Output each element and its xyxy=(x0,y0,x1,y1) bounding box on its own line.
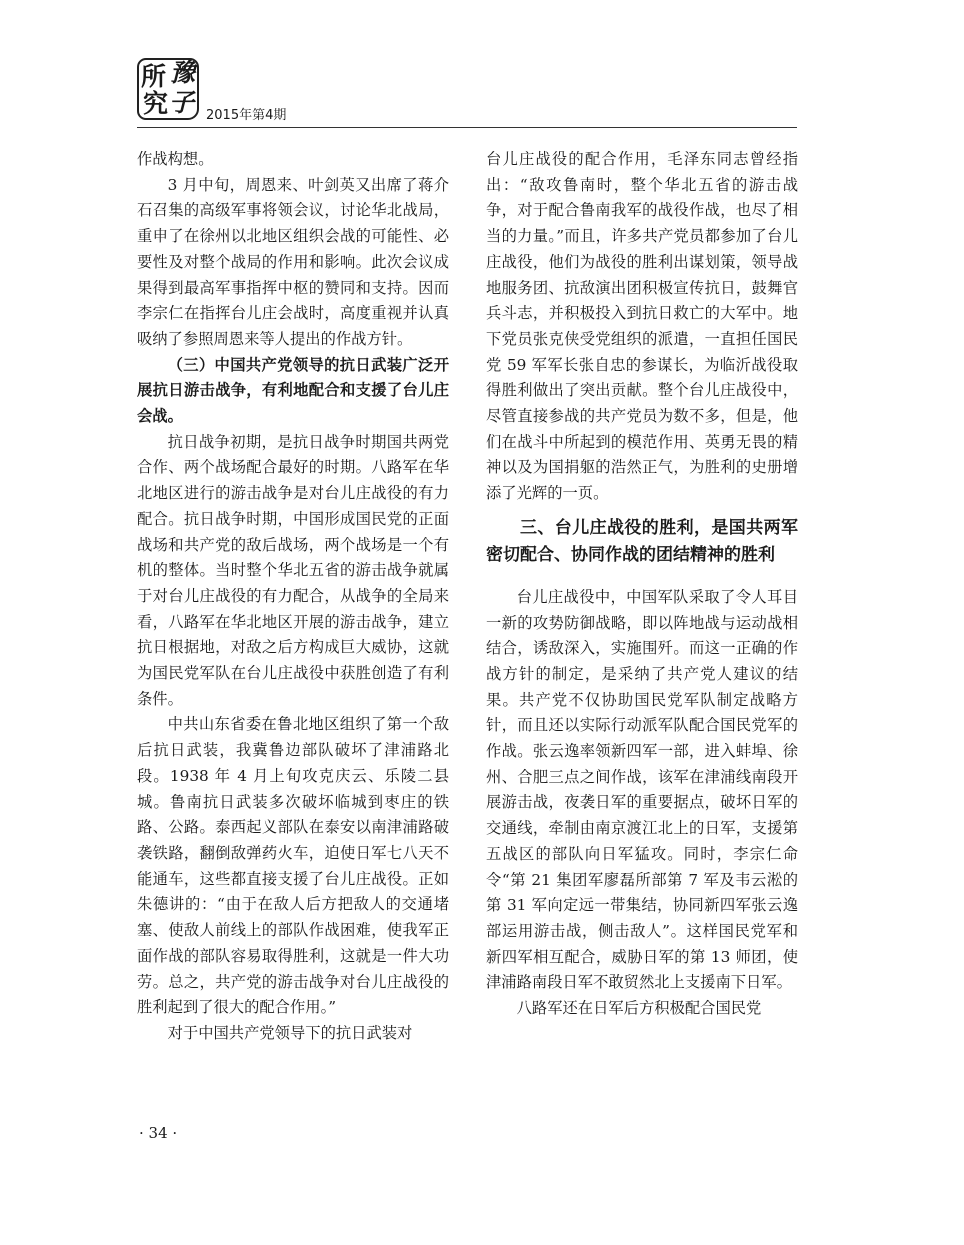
left-column xyxy=(137,147,449,1047)
paragraph: 台儿庄战役中，中国军队采取了令人耳目一新的攻势防御战略，即以阵地战与运动战相结合，诱敌深入，实施围歼。而这一正确的作战方针的制定，是采纳了共产党人建议的结果。共产党不仅协助国民党军队制定战略方针，而且还以实际行动派军队配合国民党军的作战。张云逸率领新四军一部，进入蚌埠、徐州、合肥三点之间作战，该军在津浦线南段开展游击战，夜袭日军的重要据点，破坏日军的交通线，牵制由南京渡江北上的日军，支援第五战区的部队向日军猛攻。同时，李宗仁命令“第 21 集团军廖磊所部第 7 军及韦云淞的第 31 军向定远一带集结，协同新四军张云逸部运用游击战，侧击敌人”。这样国民党军和新四军相互配合，威胁日军的第 13 师团，使津浦路南段日军不敢贸然北上支援南下日军。 xyxy=(486,587,798,992)
header-rule xyxy=(137,127,797,128)
logo-char: 子 xyxy=(169,88,195,117)
logo-char: 所 xyxy=(141,62,167,91)
right-column xyxy=(486,147,798,1022)
paragraph: 中共山东省委在鲁北地区组织了第一个敌后抗日武装，我冀鲁边部队破坏了津浦路北段。1938 年 4 月上旬攻克庆云、乐陵二县城。鲁南抗日武装多次破坏临城到枣庄的铁路、公路。泰西起义部队在泰安以南津浦路破袭铁路，翻倒敌弹药火车，迫使日军七八天不能通车，这些都直接支援了台儿庄战役。正如朱德讲的：“由于在敌人后方把敌人的交通堵塞、使敌人前线上的部队作战困难，使我军正面作战的部队容易取得胜利，这就是一件大功劳。总之，共产党的游击战争对台儿庄战役的胜利起到了很大的配合作用。” xyxy=(137,715,449,1017)
issue-label: 2015年第4期 xyxy=(206,108,287,123)
subsection-heading: （三）中国共产党领导的抗日武装广泛开展抗日游击战争，有利地配合和支援了台儿庄会战。 xyxy=(137,355,449,426)
section-heading: 三、台儿庄战役的胜利，是国共两军密切配合、协同作战的团结精神的胜利 xyxy=(486,517,798,565)
logo-char: 究 xyxy=(143,89,169,118)
paragraph: 作战构想。 xyxy=(137,150,214,168)
paragraph: 台儿庄战役的配合作用，毛泽东同志曾经指出：“敌攻鲁南时，整个华北五省的游击战争，对于配合鲁南我军的战役作战，也尽了相当的力量。”而且，许多共产党员都参加了台儿庄战役，他们为战役的胜利出谋划策，领导战地服务团、抗敌演出团积极宣传抗日，鼓舞官兵斗志，并积极投入到抗日救亡的大军中。地下党员张克侠受党组织的派遣，一直担任国民党 59 军军长张自忠的参谋长，为临沂战役取得胜利做出了突出贡献。整个台儿庄战役中，尽管直接参战的共产党员为数不多，但是，他们在战斗中所起到的模范作用、英勇无畏的精神以及为国捐躯的浩然正气，为胜利的史册增添了光辉的一页。 xyxy=(486,150,798,503)
logo-char: 豫 xyxy=(170,58,196,87)
journal-logo xyxy=(137,58,199,120)
paragraph: 对于中国共产党领导下的抗日武装对 xyxy=(167,1023,413,1042)
paragraph: 八路军还在日军后方积极配合国民党 xyxy=(516,999,762,1018)
page-number: · 34 · xyxy=(139,1124,178,1142)
paragraph: 3 月中旬，周恩来、叶剑英又出席了蒋介石召集的高级军事将领会议，讨论华北战局，重申了在徐州以北地区组织会战的可能性、必要性及对整个战局的作用和影响。此次会议成果得到最高军事指挥中枢的赞同和支持。因而李宗仁在指挥台儿庄会战时，高度重视并认真吸纳了参照周恩来等人提出的作战方针。 xyxy=(137,175,449,348)
paragraph: 抗日战争初期，是抗日战争时期国共两党合作、两个战场配合最好的时期。八路军在华北地区进行的游击战争是对台儿庄战役的有力配合。抗日战争时期，中国形成国民党的正面战场和共产党的敌后战场，两个战场是一个有机的整体。当时整个华北五省的游击战争就属于对台儿庄战役的有力配合，从战争的全局来看，八路军在华北地区开展的游击战争，建立抗日根据地，对敌之后方构成巨大威协，这就为国民党军队在台儿庄战役中获胜创造了有利条件。 xyxy=(137,432,449,708)
